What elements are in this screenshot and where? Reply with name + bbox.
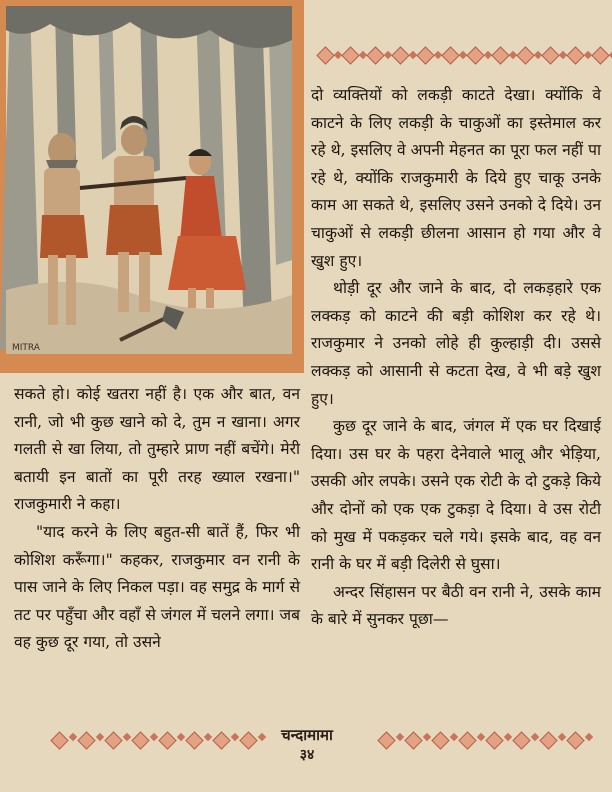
ornament-strip	[318, 49, 612, 62]
paragraph: कुछ दूर जाने के बाद, जंगल में एक घर दिखाई दिया। उस घर के पहरा देनेवाले भालू और भेड़िया, उसकी ओर लपके। उसने एक रोटी के दो टुकड़े किये और दोनों को एक एक टुकड़ा दे दिया। वे उस रोटी को मुख में पकड़कर चले गये। इसके बाद, वह वन रानी के घर में बड़ी दिलेरी से घुसा।	[311, 417, 601, 574]
paragraph: "याद करने के लिए बहुत-सी बातें हैं, फिर भी कोशिश करूँगा।" कहकर, राजकुमार वन रानी के पास जाने के लिए निकल पड़ा। वह समुद्र के मार्ग से तट पर पहुँचा और वहाँ से जंगल में चलने लगा। जब वह कुछ दूर गया, तो उसने	[14, 522, 300, 652]
decorative-border-footer-left	[52, 734, 266, 747]
paragraph: थोड़ी दूर और जाने के बाद, दो लकड़हारे एक लक्कड़ को काटने की बड़ी कोशिश कर रहे थे। राजकुमार ने उनको लोहे ही कुल्हाड़ी दी। उससे लक्कड़ को आसानी से कटता देख, वे भी बड़े खुश हुए।	[311, 279, 601, 408]
paragraph: दो व्यक्तियों को लकड़ी काटते देखा। क्योंकि वे काटने के लिए लकड़ी के चाकुओं का इस्तेमाल कर रहे थे, इसलिए वे अपनी मेहनत का पूरा फल नहीं पा रहे थे, क्योंकि राजकुमारी के दिये हुए चाकू उनके काम आ सकते थे, इसलिए उसने उनको दे दिये। उन चाकुओं से लकड़ी छीलना आसान हो गया और वे खुश हुए।	[311, 86, 601, 270]
left-text-column	[14, 381, 300, 657]
paragraph: अन्दर सिंहासन पर बैठी वन रानी ने, उसके काम के बारे में सुनकर पूछा—	[311, 582, 601, 629]
page-footer	[0, 725, 612, 785]
forest-scene-image	[0, 0, 304, 373]
decorative-border-top	[318, 48, 600, 62]
decorative-border-footer-right	[379, 734, 593, 747]
page-number: ३४	[299, 747, 315, 763]
magazine-name: चन्दामामा	[281, 726, 333, 744]
svg-text:MITRA: MITRA	[12, 343, 40, 353]
right-text-column	[311, 82, 601, 634]
story-illustration	[0, 0, 304, 373]
paragraph: सकते हो। कोई खतरा नहीं है। एक और बात, वन रानी, जो भी कुछ खाने को दे, तुम न खाना। अगर गलती से खा लिया, तो तुम्हारे प्राण नहीं बचेंगे। मेरी बतायी इन बातों का पूरी तरह ख्याल रखना।" राजकुमारी ने कहा।	[14, 385, 300, 514]
